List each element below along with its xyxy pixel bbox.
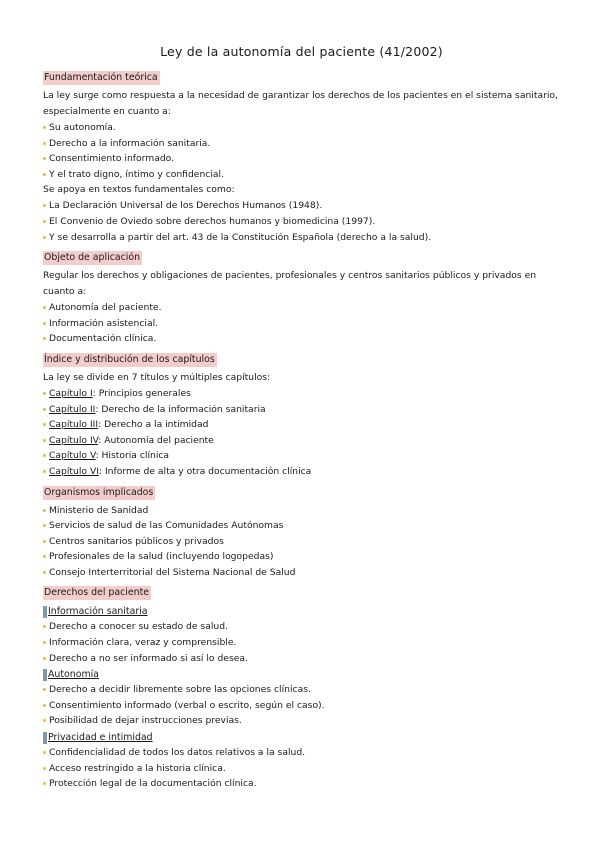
list-item: Derecho a conocer su estado de salud. bbox=[43, 619, 560, 635]
list-item: Centros sanitarios públicos y privados bbox=[43, 534, 560, 550]
chapter-list bbox=[43, 386, 560, 480]
chapter-link[interactable]: Capítulo II bbox=[49, 403, 96, 415]
chapter-link[interactable]: Capítulo V bbox=[49, 450, 96, 462]
list-item: Confidencialidad de todos los datos relativos a la salud. bbox=[43, 745, 560, 761]
list-item: Información asistencial. bbox=[43, 316, 560, 332]
list-item: Y se desarrolla a partir del art. 43 de la Constitución Española (derecho a la salud). bbox=[43, 230, 560, 246]
list-item: Información clara, veraz y comprensible. bbox=[43, 635, 560, 651]
chapter-link[interactable]: Capítulo III bbox=[49, 419, 99, 431]
list-item: Su autonomía. bbox=[43, 120, 560, 136]
subsection-marker bbox=[43, 606, 47, 618]
chapter-title: : Informe de alta y otra documentación clínica bbox=[98, 465, 312, 477]
chapter-link[interactable]: Capítulo VI bbox=[49, 465, 99, 477]
chapter-item bbox=[43, 417, 560, 433]
objeto-list bbox=[43, 300, 560, 347]
fundamentacion-intro-2: Se apoya en textos fundamentales como: bbox=[43, 184, 235, 196]
chapter-item bbox=[43, 464, 560, 480]
section-heading-objeto: Objeto de aplicación bbox=[44, 252, 141, 264]
list-item: Autonomía del paciente. bbox=[43, 300, 560, 316]
subsection-title: Autonomía bbox=[48, 669, 99, 681]
section-heading-indice: Índice y distribución de los capítulos bbox=[44, 353, 215, 365]
list-item: Protección legal de la documentación clínica. bbox=[43, 776, 560, 792]
chapter-title: : Historia clínica bbox=[95, 450, 170, 462]
chapter-link[interactable]: Capítulo I bbox=[49, 387, 93, 399]
list-item: Posibilidad de dejar instrucciones previas. bbox=[43, 713, 560, 729]
section-heading-organismos: Organismos implicados bbox=[44, 486, 154, 498]
list-item: Servicios de salud de las Comunidades Autónomas bbox=[43, 518, 560, 534]
chapter-item bbox=[43, 386, 560, 402]
subsection-marker bbox=[43, 732, 47, 744]
chapter-title: : Principios generales bbox=[92, 387, 191, 399]
subsection-heading-autonomia bbox=[43, 668, 560, 681]
chapter-link[interactable]: Capítulo IV bbox=[49, 434, 99, 446]
chapter-item bbox=[43, 402, 560, 418]
fundamentacion-list-2 bbox=[43, 198, 560, 245]
fundamentacion-intro: La ley surge como respuesta a la necesidad de garantizar los derechos de los pacientes en el sistema sanitario, especialmente en cuanto a: bbox=[43, 90, 558, 117]
section-heading-derechos: Derechos del paciente bbox=[44, 587, 150, 599]
chapter-item bbox=[43, 433, 560, 449]
organismos-list bbox=[43, 503, 560, 581]
list-item: Derecho a no ser informado si así lo desea. bbox=[43, 651, 560, 667]
list-item: Consejo Interterritorial del Sistema Nacional de Salud bbox=[43, 565, 560, 581]
chapter-title: : Derecho de la información sanitaria bbox=[95, 403, 266, 415]
privacidad-list bbox=[43, 745, 560, 792]
list-item: Consentimiento informado (verbal o escrito, según el caso). bbox=[43, 698, 560, 714]
autonomia-list bbox=[43, 682, 560, 729]
page-title: Ley de la autonomía del paciente (41/2002) bbox=[160, 44, 443, 59]
list-item: Ministerio de Sanidad bbox=[43, 503, 560, 519]
list-item: Y el trato digno, íntimo y confidencial. bbox=[43, 167, 560, 183]
list-item: Profesionales de la salud (incluyendo logopedas) bbox=[43, 549, 560, 565]
objeto-intro: Regular los derechos y obligaciones de pacientes, profesionales y centros sanitarios públicos y privados en cuanto a: bbox=[43, 270, 537, 298]
subsection-title: Privacidad e intimidad bbox=[48, 732, 153, 744]
subsection-title: Información sanitaria bbox=[48, 606, 148, 618]
list-item: Acceso restringido a la historia clínica. bbox=[43, 761, 560, 777]
list-item: Consentimiento informado. bbox=[43, 151, 560, 167]
chapter-title: : Autonomía del paciente bbox=[98, 434, 214, 446]
fundamentacion-list bbox=[43, 120, 560, 182]
chapter-title: : Derecho a la intimidad bbox=[98, 419, 209, 431]
chapter-item bbox=[43, 448, 560, 464]
subsection-heading-privacidad bbox=[43, 731, 560, 744]
informacion-list bbox=[43, 619, 560, 666]
subsection-marker bbox=[43, 669, 47, 681]
list-item: Derecho a la información sanitaria. bbox=[43, 136, 560, 152]
list-item: El Convenio de Oviedo sobre derechos humanos y biomedicina (1997). bbox=[43, 214, 560, 230]
list-item: Derecho a decidir libremente sobre las opciones clínicas. bbox=[43, 682, 560, 698]
subsection-heading-informacion bbox=[43, 605, 560, 618]
list-item: Documentación clínica. bbox=[43, 331, 560, 347]
indice-intro: La ley se divide en 7 títulos y múltiples capítulos: bbox=[43, 371, 271, 383]
list-item: La Declaración Universal de los Derechos Humanos (1948). bbox=[43, 198, 560, 214]
section-heading-fundamentacion: Fundamentación teórica bbox=[44, 72, 158, 83]
